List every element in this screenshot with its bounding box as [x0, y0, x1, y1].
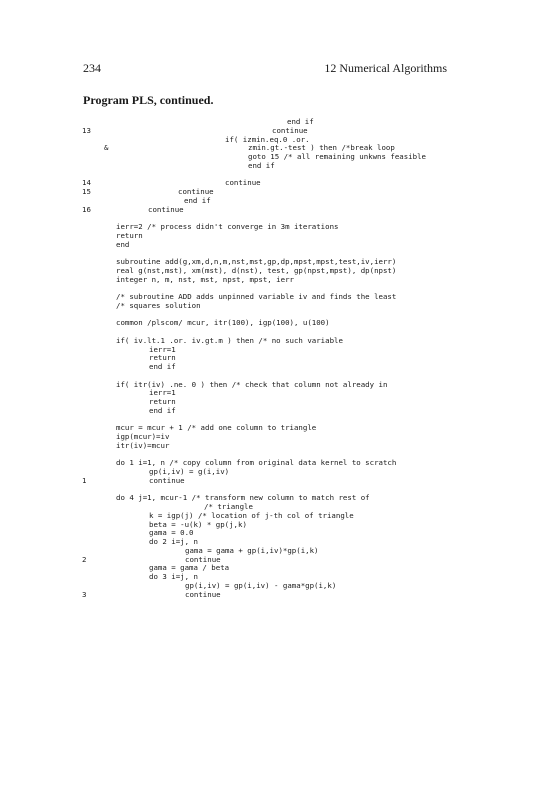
statement-label: 1: [82, 475, 87, 485]
code-text: end if: [248, 160, 275, 170]
code-text: ierr=1: [149, 388, 176, 398]
code-text: common /plscom/ mcur, itr(100), igp(100), u(100): [116, 318, 330, 328]
code-line: [82, 197, 482, 206]
code-text: if( itr(iv) .ne. 0 ) then /* check that column not already in: [116, 379, 388, 389]
code-text: /* subroutine ADD adds unpinned variable iv and finds the least: [116, 292, 397, 301]
blank-line: [82, 171, 482, 180]
code-line: [82, 398, 482, 407]
code-line: [82, 337, 482, 346]
code-listing: [82, 118, 482, 599]
code-line: [82, 407, 482, 416]
code-line: [82, 468, 482, 477]
code-text: igp(mcur)=iv: [116, 432, 170, 441]
code-text: integer n, m, nst, mst, npst, mpst, ierr: [116, 274, 294, 284]
code-line: [82, 346, 482, 355]
code-text: zmin.gt.-test ) then /*break loop: [248, 143, 395, 153]
code-text: /* squares solution: [116, 300, 201, 310]
code-line: [82, 381, 482, 390]
code-text: gama = gama + gp(i,iv)*gp(i,k): [185, 545, 319, 555]
code-text: continue: [225, 178, 261, 188]
code-text: end if: [149, 405, 176, 415]
code-text: continue: [185, 589, 221, 599]
code-line: [82, 206, 482, 215]
code-text: if( izmin.eq.0 .or.: [225, 134, 310, 144]
page-number: 234: [83, 61, 101, 75]
code-line: [82, 494, 482, 503]
code-line: [82, 591, 482, 600]
code-line: [82, 153, 482, 162]
code-text: beta = -u(k) * gp(j,k): [149, 519, 247, 529]
code-text: do 4 j=1, mcur-1 /* transform new column to match rest of: [116, 493, 370, 503]
code-line: [82, 442, 482, 451]
code-line: [82, 241, 482, 250]
code-line: [82, 188, 482, 197]
code-text: end: [116, 239, 130, 249]
program-heading: Program PLS, continued.: [83, 93, 214, 107]
statement-label: 3: [82, 589, 87, 599]
code-text: /* triangle: [204, 502, 253, 511]
code-line: [82, 232, 482, 241]
code-text: continue: [272, 125, 308, 135]
code-text: gama = 0.0: [149, 528, 194, 538]
statement-label: 13: [82, 125, 91, 135]
code-text: itr(iv)=mcur: [116, 440, 170, 450]
code-text: continue: [149, 475, 185, 485]
code-line: [82, 556, 482, 565]
code-text: if( iv.lt.1 .or. iv.gt.m ) then /* no such variable: [116, 335, 343, 345]
code-text: continue: [178, 187, 214, 196]
code-text: gp(i,iv) = gp(i,iv) - gama*gp(i,k): [185, 580, 337, 590]
code-text: end if: [149, 362, 176, 371]
code-line: [82, 512, 482, 521]
code-text: mcur = mcur + 1 /* add one column to triangle: [116, 423, 317, 433]
code-text: do 2 i=j, n: [149, 537, 198, 546]
code-line: [82, 276, 482, 285]
code-text: k = igp(j) /* location of j-th col of triangle: [149, 510, 354, 520]
running-head: 12 Numerical Algorithms: [324, 61, 447, 75]
code-line: [82, 302, 482, 311]
statement-label: &: [104, 143, 109, 153]
code-line: [82, 179, 482, 188]
code-line: [82, 564, 482, 573]
code-line: [82, 389, 482, 398]
code-text: goto 15 /* all remaining unkwns feasible: [248, 152, 426, 161]
code-line: [82, 162, 482, 171]
code-text: gama = gama / beta: [149, 563, 230, 573]
statement-label: 16: [82, 204, 91, 214]
code-text: continue: [148, 204, 184, 214]
code-line: [82, 354, 482, 363]
code-line: [82, 477, 482, 486]
code-text: return: [116, 230, 143, 240]
code-text: return: [149, 353, 176, 363]
code-text: real g(nst,mst), xm(mst), d(nst), test, gp(npst,mpst), dp(npst): [116, 265, 397, 275]
code-line: [82, 459, 482, 468]
code-text: end if: [287, 117, 314, 126]
statement-label: 14: [82, 178, 91, 188]
code-text: end if: [184, 195, 211, 205]
code-line: [82, 582, 482, 591]
code-text: return: [149, 397, 176, 406]
code-text: continue: [185, 554, 221, 564]
code-text: do 3 i=j, n: [149, 572, 198, 581]
code-text: ierr=2 /* process didn't converge in 3m iterations: [116, 222, 339, 231]
code-text: subroutine add(g,xm,d,n,m,nst,mst,gp,dp,mpst,mpst,test,iv,ierr): [116, 257, 397, 266]
code-text: do 1 i=1, n /* copy column from original data kernel to scratch: [116, 458, 397, 468]
code-line: [82, 363, 482, 372]
code-line: [82, 547, 482, 556]
statement-label: 15: [82, 187, 91, 196]
statement-label: 2: [82, 554, 87, 564]
code-line: [82, 529, 482, 538]
code-line: [82, 521, 482, 530]
code-line: [82, 319, 482, 328]
code-text: ierr=1: [149, 344, 176, 354]
code-text: gp(i,iv) = g(i,iv): [149, 467, 230, 476]
